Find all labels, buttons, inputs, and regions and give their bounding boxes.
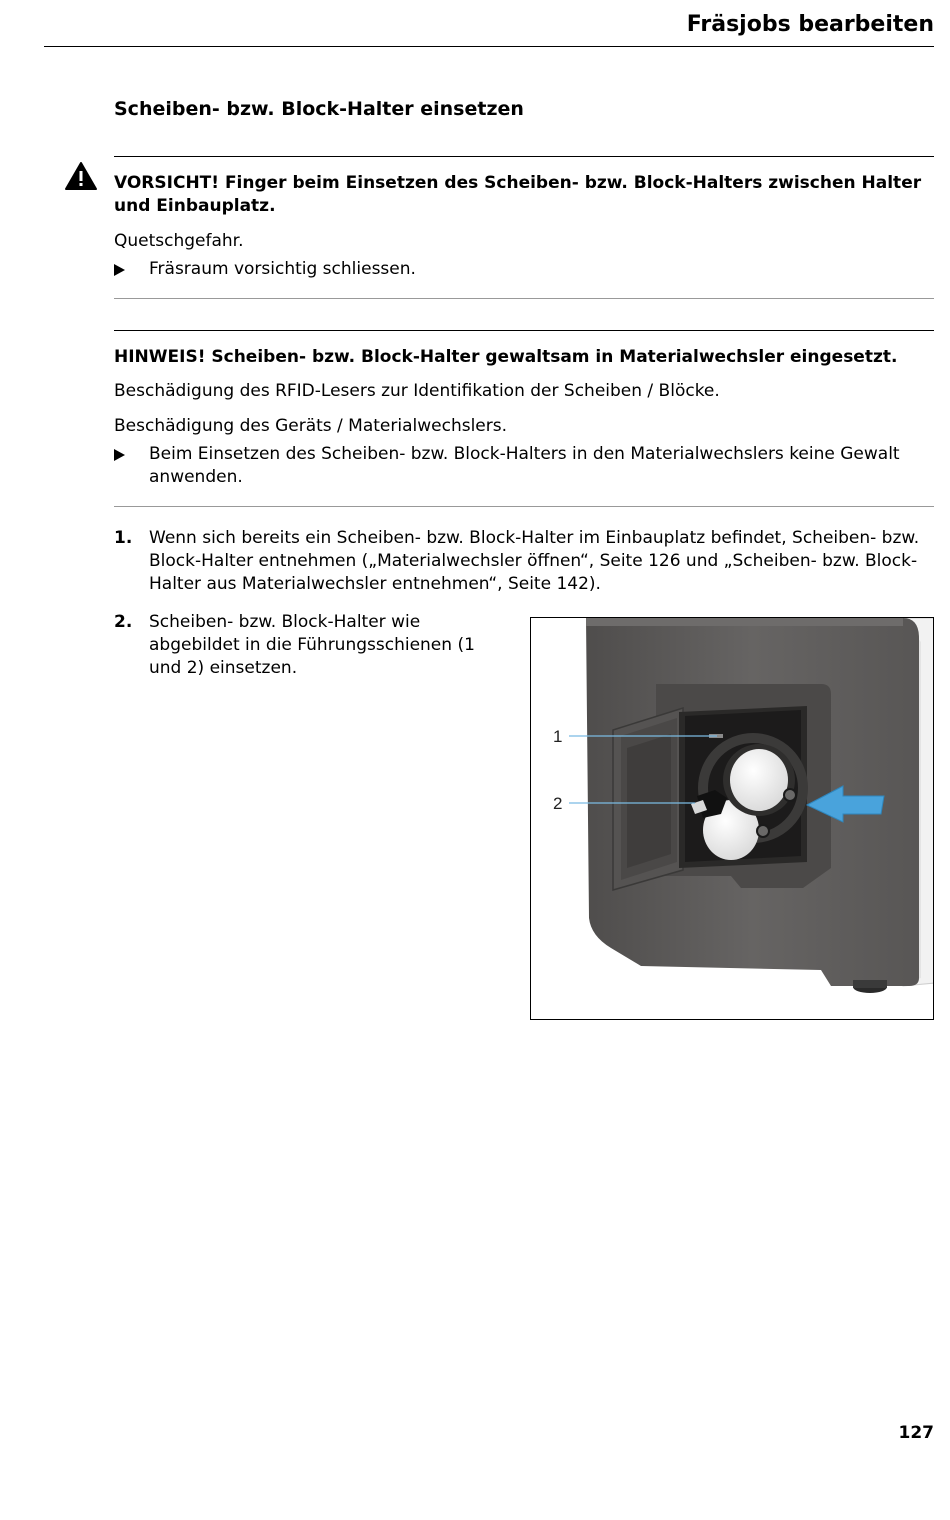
- material-changer-illustration: [530, 617, 934, 1020]
- bullet-arrow-icon: [114, 264, 125, 276]
- step-text: Scheiben- bzw. Block-Halter wie abgebildet in die Führungsschienen (1 und 2) einsetzen.: [149, 612, 475, 678]
- caution-top-rule: [114, 156, 934, 157]
- caution-consequence: Quetschgefahr.: [114, 231, 244, 251]
- page-number: 127: [898, 1423, 934, 1443]
- notice-bottom-rule: [114, 506, 934, 507]
- caution-action: [114, 258, 934, 281]
- notice-consequence-1: Beschädigung des RFID-Lesers zur Identifikation der Scheiben / Blöcke.: [114, 381, 720, 401]
- step-number: 2.: [114, 612, 133, 632]
- notice-heading: HINWEIS! Scheiben- bzw. Block-Halter gewaltsam in Materialwechsler eingesetzt.: [114, 347, 898, 367]
- warning-triangle-icon: [64, 161, 98, 191]
- callout-label-1: 1: [553, 727, 563, 746]
- section-title: Scheiben- bzw. Block-Halter einsetzen: [114, 98, 524, 120]
- step-1: [114, 527, 934, 596]
- step-text: Wenn sich bereits ein Scheiben- bzw. Block-Halter im Einbauplatz befindet, Scheiben- bzw. Block-Halter entnehmen („Materialwechsler öffnen“, Seite 126 und „Scheiben- bzw. Block-Halter aus Materialwechsler entnehmen“, Seite 142).: [149, 528, 920, 594]
- callout-label-2: 2: [553, 794, 563, 813]
- step-number: 1.: [114, 528, 133, 548]
- header-rule: [44, 46, 934, 47]
- caution-heading: VORSICHT! Finger beim Einsetzen des Scheiben- bzw. Block-Halters zwischen Halter und Einbauplatz.: [114, 173, 922, 216]
- notice-action-text: Beim Einsetzen des Scheiben- bzw. Block-Halters in den Materialwechslers keine Gewalt anwenden.: [149, 444, 900, 487]
- caution-action-text: Fräsraum vorsichtig schliessen.: [149, 259, 416, 279]
- step-2: [114, 611, 484, 680]
- notice-top-rule: [114, 330, 934, 331]
- running-header-title: Fräsjobs bearbeiten: [686, 12, 934, 37]
- notice-action: [114, 443, 934, 489]
- caution-bottom-rule: [114, 298, 934, 299]
- notice-consequence-2: Beschädigung des Geräts / Materialwechslers.: [114, 416, 508, 436]
- bullet-arrow-icon: [114, 449, 125, 461]
